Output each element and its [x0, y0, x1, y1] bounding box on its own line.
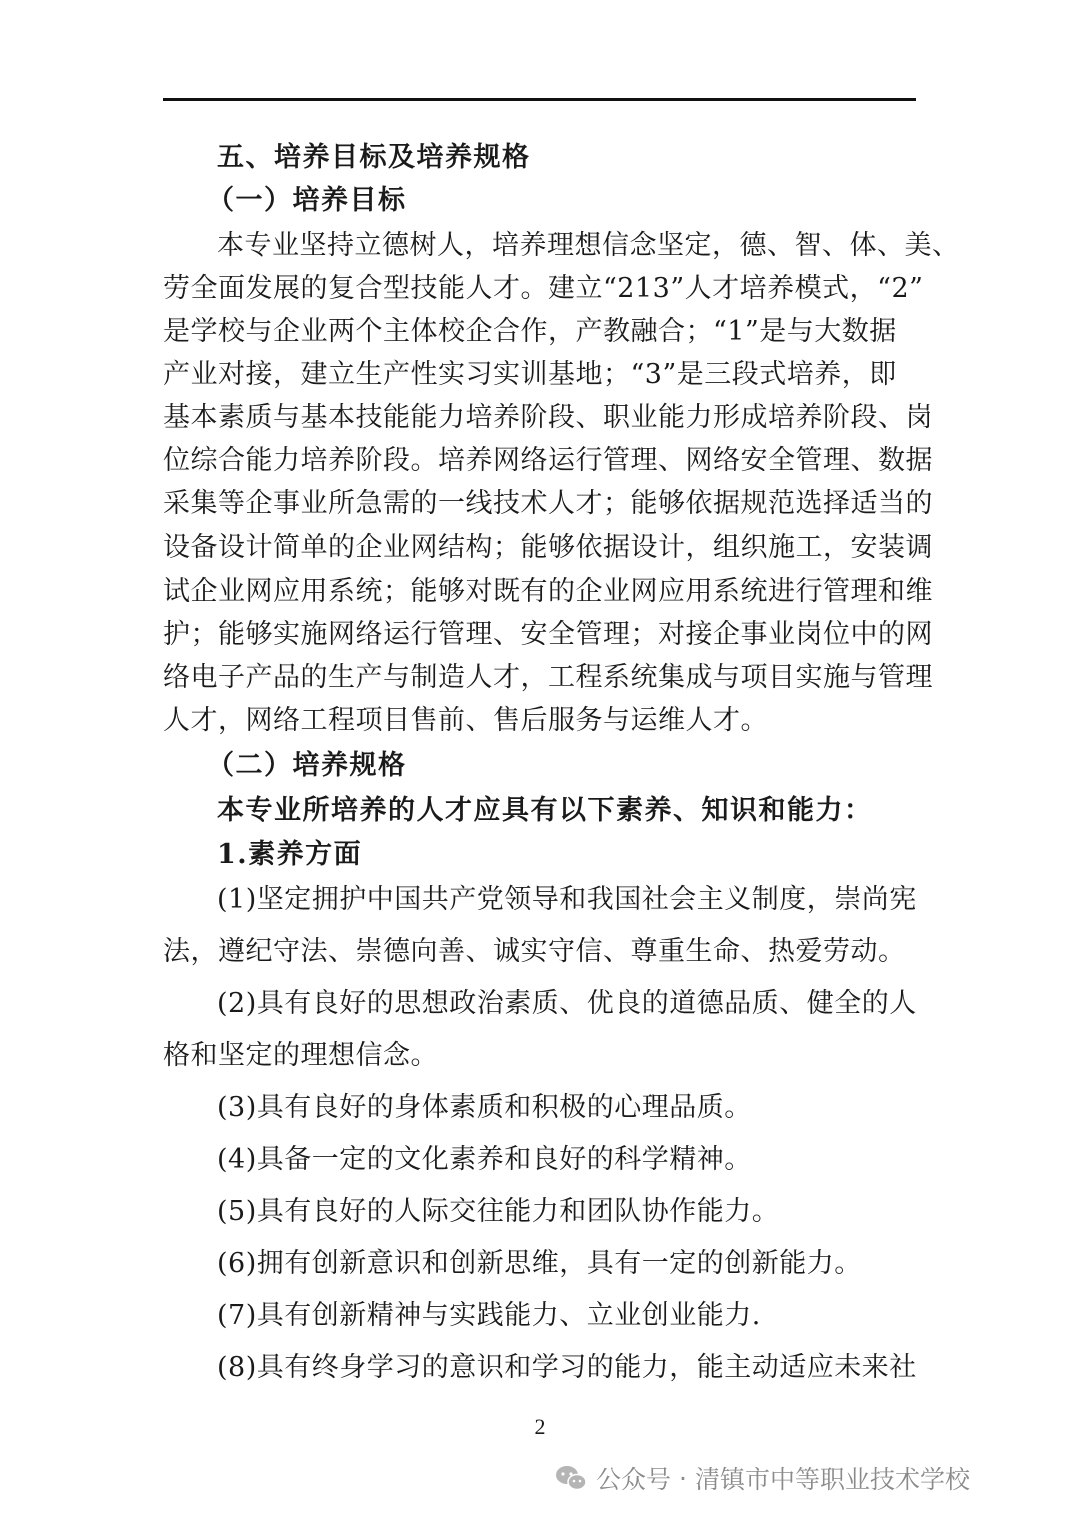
list-item: (4)具备一定的文化素养和良好的科学精神。 — [217, 1144, 752, 1175]
watermark-separator: · — [679, 1463, 687, 1493]
header-rule — [163, 98, 916, 101]
paragraph-line: 基本素质与基本技能能力培养阶段、职业能力形成培养阶段、岗 — [163, 402, 933, 433]
paragraph-line: 采集等企事业所急需的一线技术人才；能够依据规范选择适当的 — [163, 488, 933, 519]
list-item: (5)具有良好的人际交往能力和团队协作能力。 — [217, 1196, 780, 1227]
paragraph-line: 人才，网络工程项目售前、售后服务与运维人才。 — [163, 705, 768, 736]
list-item: (7)具有创新精神与实践能力、立业创业能力. — [217, 1300, 761, 1331]
list-item-continuation: 格和坚定的理想信念。 — [163, 1040, 438, 1071]
section-heading: 五、培养目标及培养规格 — [217, 142, 531, 173]
watermark — [554, 1458, 970, 1498]
paragraph-line: 位综合能力培养阶段。培养网络运行管理、网络安全管理、数据 — [163, 445, 933, 476]
paragraph-line: 护；能够实施网络运行管理、安全管理；对接企事业岗位中的网 — [163, 619, 933, 650]
paragraph-line: 设备设计简单的企业网结构；能够依据设计，组织施工，安装调 — [163, 532, 933, 563]
specs-intro: 本专业所培养的人才应具有以下素养、知识和能力： — [217, 795, 873, 826]
list-item: (6)拥有创新意识和创新思维，具有一定的创新能力。 — [217, 1248, 862, 1279]
paragraph-line: 是学校与企业两个主体校企合作，产教融合；“1”是与大数据 — [163, 316, 897, 347]
list-item: (8)具有终身学习的意识和学习的能力，能主动适应未来社 — [217, 1352, 917, 1383]
list-item: (1)坚定拥护中国共产党领导和我国社会主义制度，崇尚宪 — [217, 884, 917, 915]
paragraph-line: 劳全面发展的复合型技能人才。建立“213”人才培养模式，“2” — [163, 273, 924, 304]
subsection-heading-specs: （二）培养规格 — [207, 750, 407, 781]
paragraph-line: 本专业坚持立德树人，培养理想信念坚定，德、智、体、美、 — [217, 230, 960, 261]
paragraph-line: 产业对接，建立生产性实习实训基地；“3”是三段式培养，即 — [163, 359, 897, 390]
list-item-continuation: 法，遵纪守法、崇德向善、诚实守信、尊重生命、热爱劳动。 — [163, 936, 906, 967]
paragraph-line: 络电子产品的生产与制造人才，工程系统集成与项目实施与管理 — [163, 662, 933, 693]
list-item: (3)具有良好的身体素质和积极的心理品质。 — [217, 1092, 752, 1123]
wechat-icon — [554, 1464, 588, 1492]
page-number: 2 — [534, 1414, 546, 1439]
watermark-account: 清镇市中等职业技术学校 — [694, 1465, 970, 1494]
paragraph-line: 试企业网应用系统；能够对既有的企业网应用系统进行管理和维 — [163, 576, 933, 607]
watermark-prefix: 公众号 — [596, 1465, 672, 1494]
list-item: (2)具有良好的思想政治素质、优良的道德品质、健全的人 — [217, 988, 917, 1019]
subsection-heading-goals: （一）培养目标 — [207, 185, 407, 216]
subheading-qualities: 1.素养方面 — [217, 839, 363, 870]
